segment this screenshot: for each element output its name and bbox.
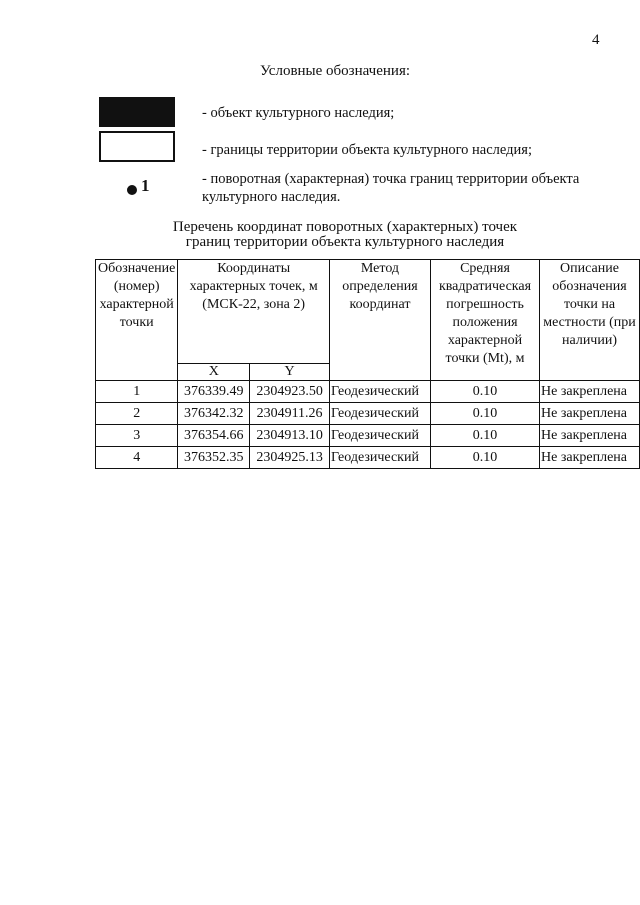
cell-description: Не закреплена	[540, 447, 640, 469]
cell-point: 3	[96, 425, 178, 447]
point-marker-label: 1	[141, 176, 150, 195]
cell-x: 376339.49	[178, 381, 250, 403]
cell-description: Не закреплена	[540, 381, 640, 403]
cell-y: 2304913.10	[250, 425, 330, 447]
heritage-object-swatch	[99, 97, 175, 127]
header-method: Метод определения координат	[330, 260, 431, 381]
legend-title: Условные обозначения:	[259, 63, 411, 79]
territory-boundary-swatch	[99, 131, 175, 162]
legend-item-heritage-object: - объект культурного наследия;	[202, 105, 395, 121]
table-row	[96, 425, 640, 447]
table-row	[96, 403, 640, 425]
cell-method: Геодезический	[330, 425, 431, 447]
table-title-line-2: границ территории объекта культурного наследия	[185, 234, 505, 250]
cell-x: 376352.35	[178, 447, 250, 469]
table-row	[96, 447, 640, 469]
cell-point: 2	[96, 403, 178, 425]
table-title	[0, 220, 640, 250]
header-point: Обозначение (номер) характерной точки	[96, 260, 178, 381]
cell-method: Геодезический	[330, 403, 431, 425]
header-coordinates: Координаты характерных точек, м (МСК-22, зона 2)	[178, 260, 330, 364]
header-x: X	[178, 364, 250, 381]
cell-method: Геодезический	[330, 381, 431, 403]
header-error: Средняя квадратическая погрешность положения характерной точки (Mt), м	[431, 260, 540, 381]
cell-description: Не закреплена	[540, 403, 640, 425]
cell-x: 376342.32	[178, 403, 250, 425]
page-number: 4	[592, 32, 600, 48]
table-title-line-1: Перечень координат поворотных (характерных) точек	[172, 219, 518, 235]
cell-y: 2304925.13	[250, 447, 330, 469]
cell-description: Не закреплена	[540, 425, 640, 447]
coordinates-table	[95, 259, 640, 469]
header-description: Описание обозначения точки на местности (при наличии)	[540, 260, 640, 381]
cell-error: 0.10	[431, 447, 540, 469]
cell-point: 1	[96, 381, 178, 403]
cell-y: 2304911.26	[250, 403, 330, 425]
cell-y: 2304923.50	[250, 381, 330, 403]
cell-error: 0.10	[431, 381, 540, 403]
cell-error: 0.10	[431, 403, 540, 425]
legend-item-territory-boundary: - границы территории объекта культурного наследия;	[202, 142, 532, 158]
table-row	[96, 381, 640, 403]
point-dot-icon	[127, 185, 137, 195]
cell-method: Геодезический	[330, 447, 431, 469]
cell-error: 0.10	[431, 425, 540, 447]
legend-item-turning-point: - поворотная (характерная) точка границ территории объекта культурного наследия.	[202, 171, 580, 205]
cell-point: 4	[96, 447, 178, 469]
header-y: Y	[250, 364, 330, 381]
cell-x: 376354.66	[178, 425, 250, 447]
turning-point-marker	[127, 176, 150, 198]
